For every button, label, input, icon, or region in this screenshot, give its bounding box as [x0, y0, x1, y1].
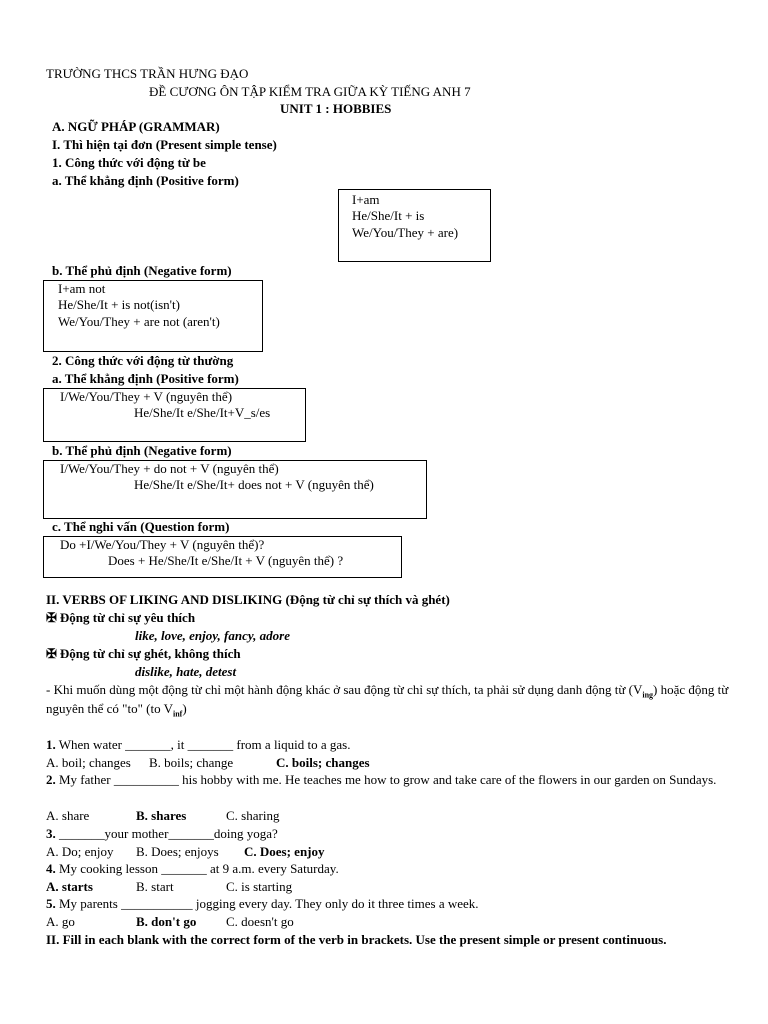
- formula-line: He/She/It + is: [352, 208, 425, 224]
- formula-line: I/We/You/They + V (nguyên thể): [60, 389, 233, 404]
- option-b: B. Does; enjoys: [136, 844, 219, 859]
- question-number: 2.: [46, 772, 56, 787]
- document-title: ĐỀ CƯƠNG ÔN TẬP KIỂM TRA GIỮA KỲ TIẾNG ANH 7: [149, 84, 471, 99]
- disliking-label: Động từ chỉ sự ghét, không thích: [59, 646, 241, 661]
- question-2-options: [46, 808, 279, 824]
- ordinary-verb-heading: 2. Công thức với động từ thường: [52, 353, 234, 368]
- tobe-positive-heading: a. Thể khẳng định (Positive form): [52, 173, 239, 188]
- tense-heading: I. Thì hiện tại đơn (Present simple tense): [52, 137, 277, 152]
- liking-item: [46, 610, 195, 626]
- option-c: C. is starting: [226, 879, 293, 894]
- tobe-negative-box: [43, 280, 263, 352]
- ordinary-question-box: [43, 536, 402, 578]
- question-text: When water _______, it _______ from a liquid to a gas.: [55, 737, 351, 752]
- question-number: 4.: [46, 861, 56, 876]
- option-c-answer: C. Does; enjoy: [244, 844, 325, 859]
- ordinary-question-heading: c. Thể nghi vấn (Question form): [52, 519, 230, 534]
- option-c: C. doesn't go: [226, 914, 294, 929]
- option-b: B. start: [136, 879, 174, 894]
- question-5: [46, 896, 479, 912]
- question-3: [46, 826, 278, 842]
- grammar-heading: A. NGỮ PHÁP (GRAMMAR): [52, 119, 220, 134]
- liking-label: Động từ chỉ sự yêu thích: [59, 610, 196, 625]
- question-text: My parents ___________ jogging every day. They only do it three times a week.: [55, 896, 479, 911]
- note-subscript: inf: [173, 709, 183, 719]
- question-1: [46, 737, 350, 753]
- option-a: A. boil; changes: [46, 755, 131, 770]
- ordinary-positive-box: [43, 388, 306, 442]
- question-1-options: [46, 755, 370, 771]
- liking-words: like, love, enjoy, fancy, adore: [135, 628, 290, 643]
- question-number: 3.: [46, 826, 56, 841]
- note-subscript: ing: [642, 690, 654, 700]
- option-a: A. go: [46, 914, 75, 929]
- ordinary-negative-box: [43, 460, 427, 519]
- question-3-options: [46, 844, 325, 860]
- formula-line: I/We/You/They + do not + V (nguyên thể): [60, 461, 279, 476]
- tobe-positive-box: [338, 189, 491, 262]
- ordinary-negative-heading: b. Thể phủ định (Negative form): [52, 443, 232, 458]
- option-b-answer: B. don't go: [136, 914, 197, 929]
- unit-title: UNIT 1 : HOBBIES: [280, 101, 392, 116]
- formula-line: We/You/They + are): [352, 224, 459, 240]
- verbs-heading: II. VERBS OF LIKING AND DISLIKING (Động từ chỉ sự thích và ghét): [46, 592, 450, 607]
- question-2: [46, 772, 736, 788]
- formula-line: I+am not: [58, 281, 106, 296]
- note-text: - Khi muốn dùng một động từ chỉ một hành động khác ở sau động từ chỉ sự thích, ta phải sử dụng danh động từ (V: [46, 682, 643, 697]
- option-a-answer: A. starts: [46, 879, 93, 894]
- tobe-heading: 1. Công thức với động từ be: [52, 155, 206, 170]
- tobe-negative-heading: b. Thể phủ định (Negative form): [52, 263, 232, 278]
- formula-line: He/She/It e/She/It+V_s/es: [134, 405, 271, 421]
- formula-line: I+am: [352, 192, 380, 207]
- option-c-answer: C. boils; changes: [276, 755, 370, 770]
- option-b-answer: B. shares: [136, 808, 187, 823]
- ordinary-positive-heading: a. Thể khẳng định (Positive form): [52, 371, 239, 386]
- question-text: My cooking lesson _______ at 9 a.m. every Saturday.: [55, 861, 339, 876]
- formula-line: He/She/It e/She/It+ does not + V (nguyên thể): [134, 477, 374, 493]
- formula-line: Do +I/We/You/They + V (nguyên thể)?: [60, 537, 265, 552]
- question-text: _______your mother_______doing yoga?: [55, 826, 278, 841]
- formula-line: He/She/It + is not(isn't): [58, 297, 180, 313]
- fill-in-heading: II. Fill in each blank with the correct form of the verb in brackets. Use the present simple or present continuous.: [46, 932, 667, 947]
- option-a: A. share: [46, 808, 90, 823]
- formula-line: Does + He/She/It e/She/It + V (nguyên thể) ?: [108, 553, 344, 569]
- note-text: ) hoặc động từ nguyên thể có "to" (to V: [46, 682, 729, 716]
- question-5-options: [46, 914, 294, 930]
- question-4: [46, 861, 339, 877]
- question-number: 5.: [46, 896, 56, 911]
- cross-bullet-icon: ✠: [46, 646, 57, 661]
- formula-line: We/You/They + are not (aren't): [58, 313, 220, 329]
- question-text: My father __________ his hobby with me. He teaches me how to grow and take care of the flowers in our garden on Sundays.: [55, 772, 717, 787]
- option-b: B. boils; change: [149, 755, 234, 770]
- option-a: A. Do; enjoy: [46, 844, 114, 859]
- disliking-item: [46, 646, 241, 662]
- note-text: ): [182, 700, 187, 716]
- cross-bullet-icon: ✠: [46, 610, 57, 625]
- gerund-note: [46, 682, 758, 719]
- question-4-options: [46, 879, 292, 895]
- option-c: C. sharing: [226, 808, 280, 823]
- school-name: TRƯỜNG THCS TRẦN HƯNG ĐẠO: [46, 66, 249, 81]
- question-number: 1.: [46, 737, 56, 752]
- disliking-words: dislike, hate, detest: [135, 664, 237, 679]
